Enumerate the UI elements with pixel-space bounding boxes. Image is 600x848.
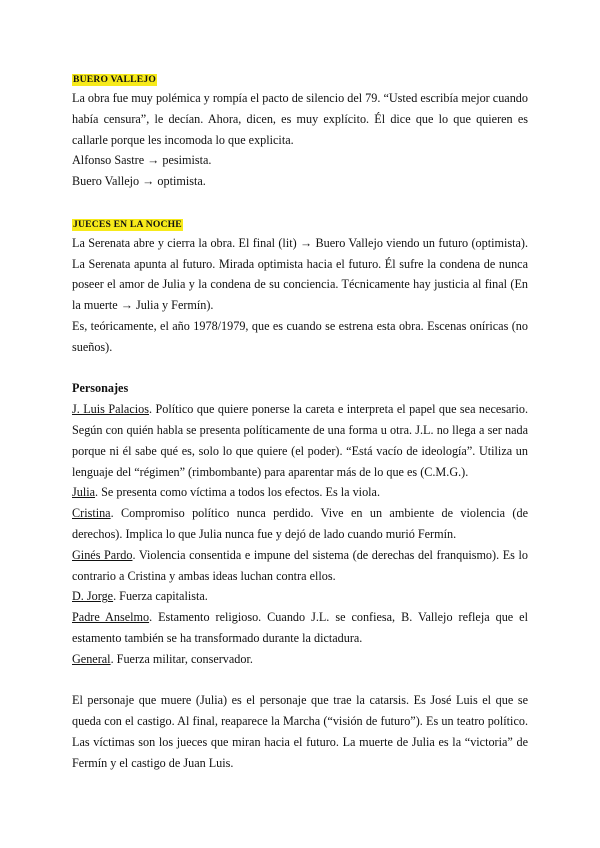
- character-description: . Compromiso político nunca perdido. Vive en un ambiente de violencia (de derechos). Implica lo que Julia nunca fue y dejó de lado cuando murió Fermín.: [72, 506, 528, 541]
- line-sastre: Alfonso Sastre → pesimista.: [72, 153, 212, 168]
- character-name: Padre Anselmo: [72, 610, 150, 625]
- section-heading-jueces: [72, 213, 528, 233]
- character-description: . Fuerza capitalista.: [113, 589, 208, 604]
- personajes-title: Personajes: [72, 381, 129, 396]
- highlighted-heading: JUECES EN LA NOCHE: [73, 218, 182, 230]
- character-description: . Fuerza militar, conservador.: [110, 651, 253, 666]
- character-name: D. Jorge: [72, 589, 114, 604]
- character-description: . Se presenta como víctima a todos los efectos. Es la viola.: [95, 485, 381, 500]
- highlighted-heading: BUERO VALLEJO: [73, 74, 157, 85]
- character-name: J. Luis Palacios: [72, 402, 149, 417]
- character-name: General: [72, 651, 111, 666]
- character-description: . Estamento religioso. Cuando J.L. se confiesa, B. Vallejo refleja que el estamento también se ha transformado durante la dictadura.: [72, 610, 528, 645]
- character-entry: [72, 503, 528, 545]
- spacer: [72, 358, 528, 379]
- character-entry: [72, 482, 528, 503]
- section-heading-buero-vallejo: [72, 68, 528, 88]
- character-entry: [72, 545, 528, 587]
- paragraph-closing: El personaje que muere (Julia) es el personaje que trae la catarsis. Es José Luis el que se queda con el castigo. Al final, reaparece la Marcha (“visión de futuro”). Es un teatro político. Las víctimas son los jueces que miran hacia el futuro. La muerte de Julia es la “victoria” de Fermín y el castigo de Juan Luis.: [72, 693, 528, 770]
- character-description: . Violencia consentida e impune del sistema (de derechas del franquismo). Es lo contrario a Cristina y ambas ideas luchan contra ellos.: [72, 547, 528, 583]
- spacer: [72, 192, 528, 213]
- character-entry: [72, 649, 528, 670]
- paragraph-buero-intro: La obra fue muy polémica y rompía el pacto de silencio del 79. “Usted escribía mejor cuando había censura”, le decían. Ahora, dicen, es muy explícito. Él dice que lo que quieren es callarle porque les incomoda lo que explicita.: [72, 91, 528, 147]
- document-page: [72, 68, 528, 774]
- character-name: Cristina: [72, 506, 111, 521]
- spacer: [72, 670, 528, 691]
- character-entry: [72, 586, 528, 607]
- paragraph-serenata: La Serenata abre y cierra la obra. El final (lit) → Buero Vallejo viendo un futuro (optimista). La Serenata apunta al futuro. Mirada optimista hacia el futuro. Él sufre la condena de nunca poseer el amor de Julia y la condena de su conciencia. Técnicamente hay justicia al final (En la muerte → Julia y Fermín).: [72, 235, 528, 313]
- line-buero: Buero Vallejo → optimista.: [72, 174, 206, 189]
- character-entry: [72, 399, 528, 482]
- character-name: Ginés Pardo: [72, 547, 133, 562]
- paragraph-year: Es, teóricamente, el año 1978/1979, que es cuando se estrena esta obra. Escenas oníricas (no sueños).: [72, 318, 528, 354]
- character-name: Julia: [72, 485, 96, 500]
- character-description: . Político que quiere ponerse la careta e interpreta el papel que sea necesario. Según con quién habla se presenta políticamente de una forma u otra. J.L. no llega a ser nada porque ni él sabe qué es, solo lo que quiere (el poder). “Está vacío de ideología”. Utiliza un lenguaje del “régimen” (rimbombante) para aparentar más de lo que es (C.M.G.).: [72, 402, 528, 479]
- character-entry: [72, 607, 528, 649]
